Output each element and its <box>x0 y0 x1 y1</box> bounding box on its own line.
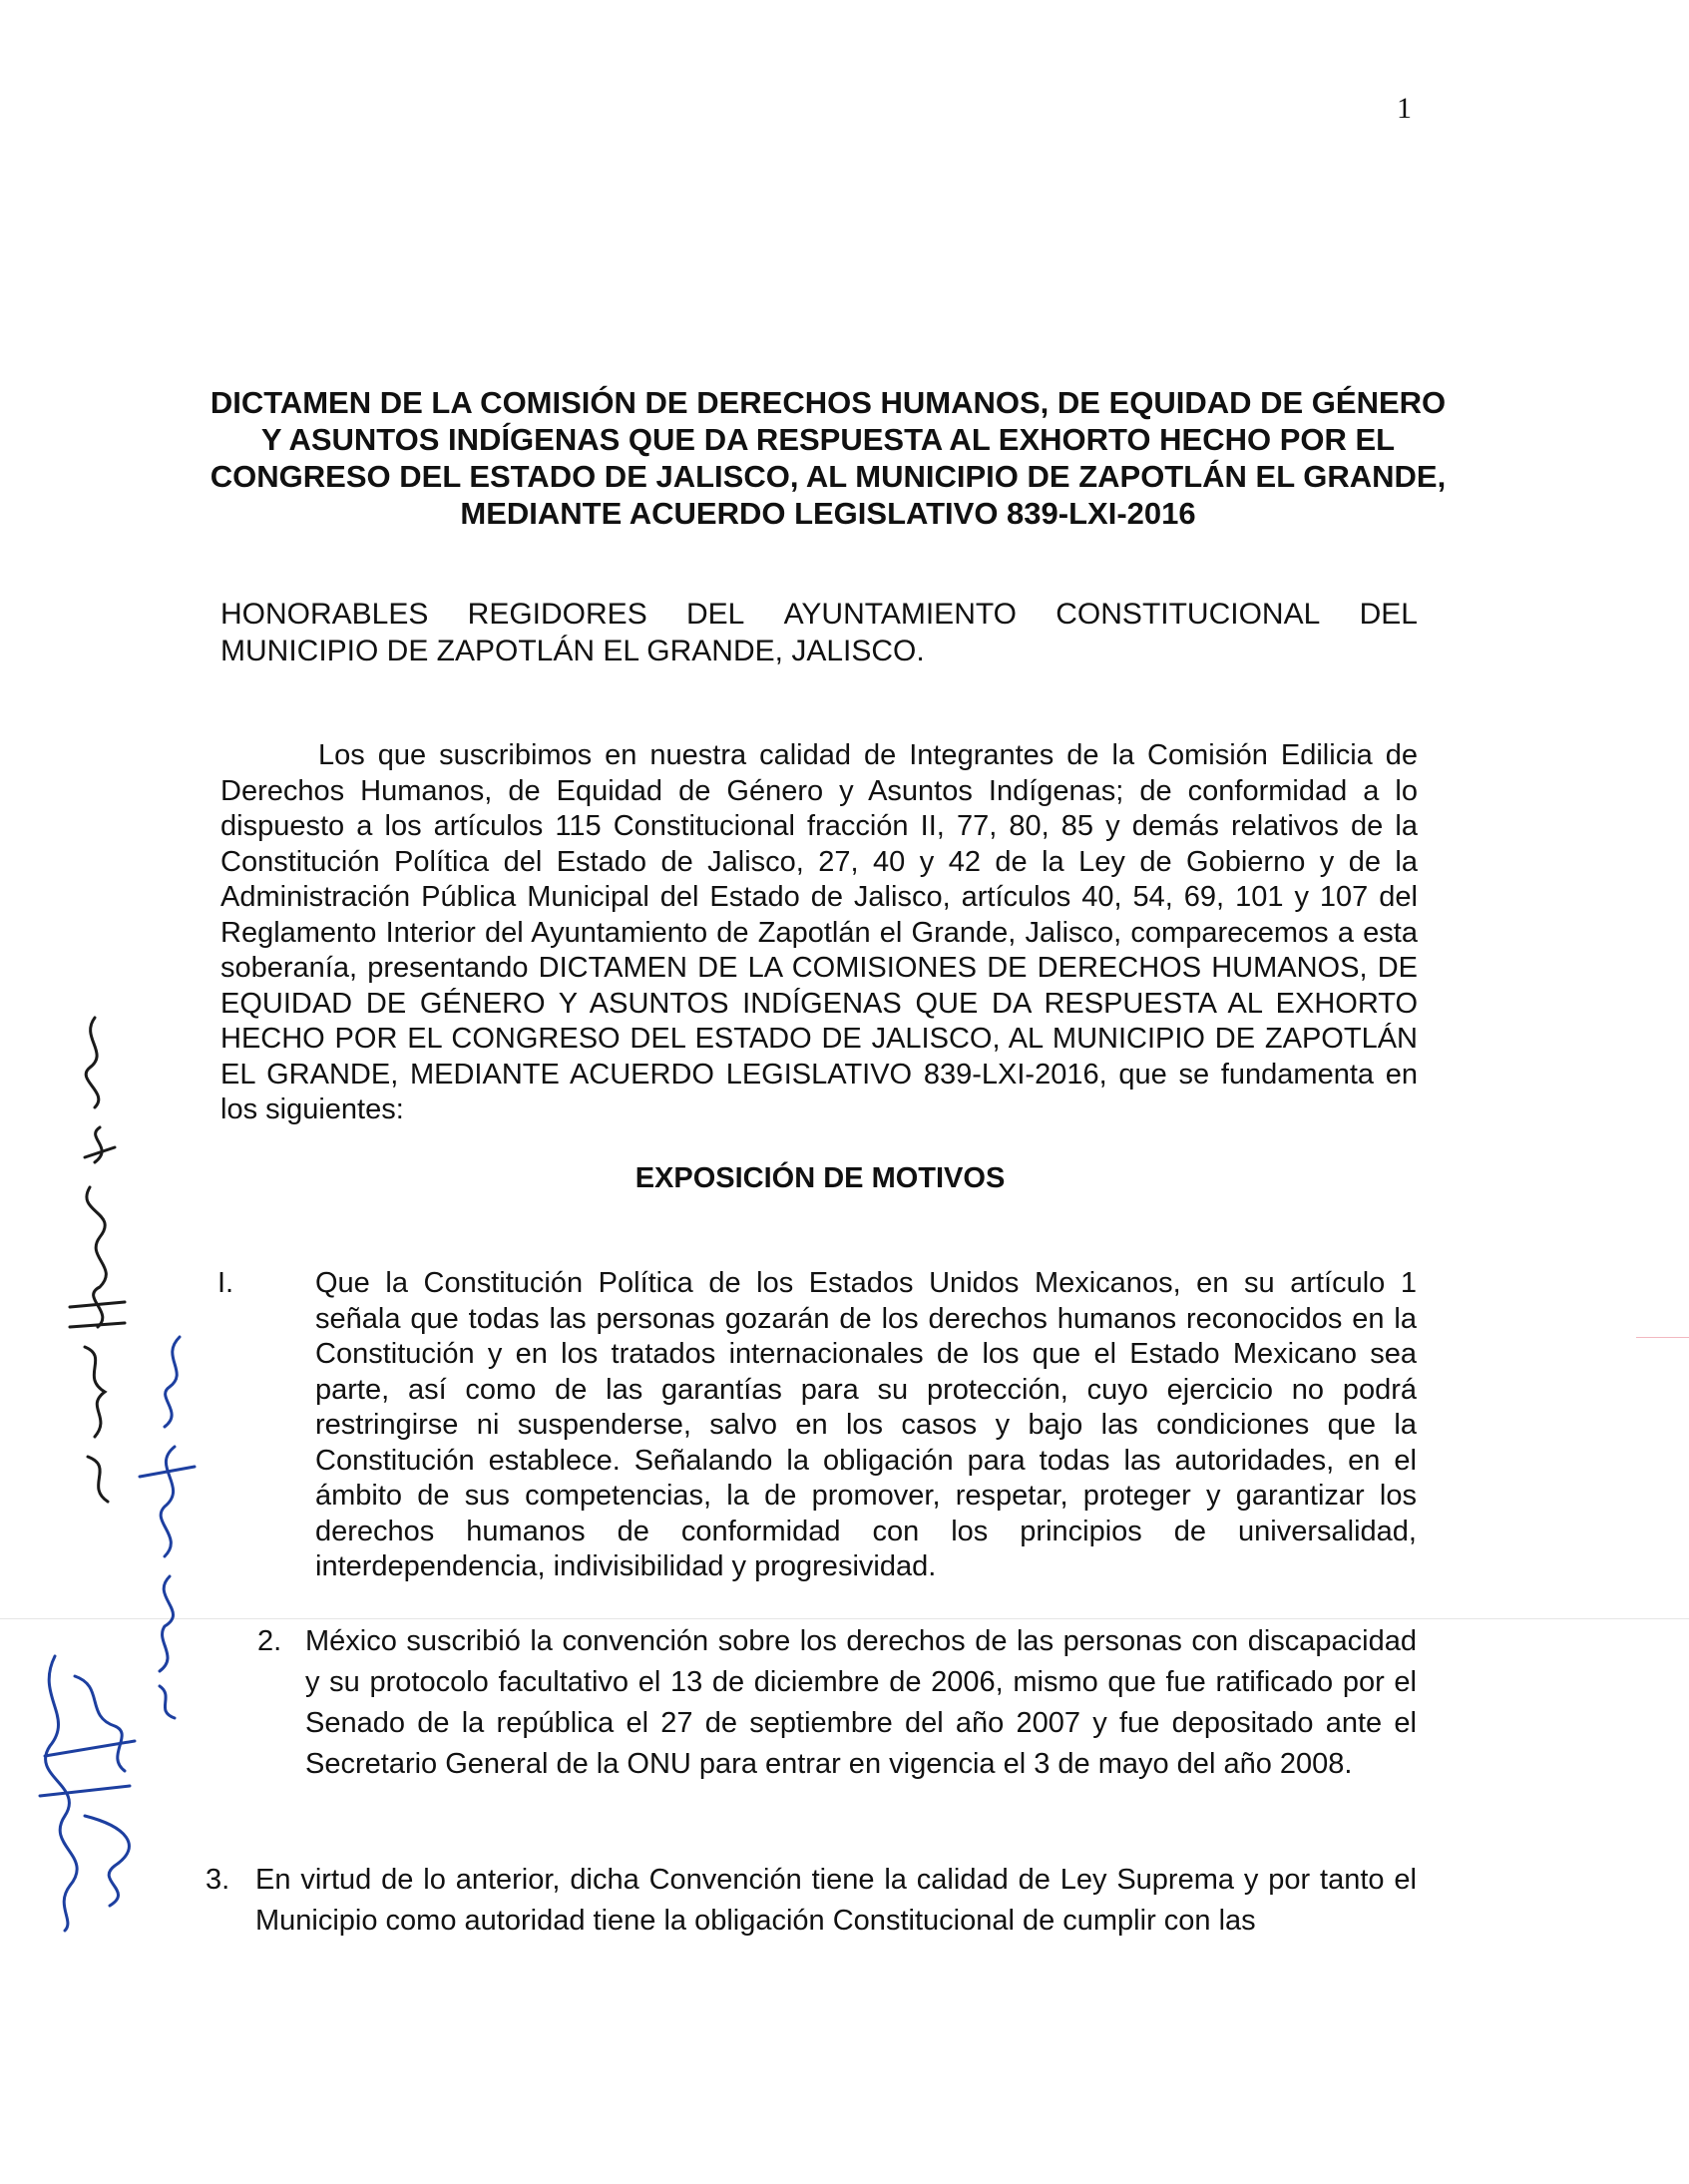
addressee-word: HONORABLES <box>220 598 429 631</box>
title-line: DICTAMEN DE LA COMISIÓN DE DERECHOS HUMANOS, DE EQUIDAD DE GÉNERO <box>210 385 1447 420</box>
scan-line <box>0 1618 1689 1619</box>
addressee-word: AYUNTAMIENTO <box>783 598 1017 631</box>
title-line: CONGRESO DEL ESTADO DE JALISCO, AL MUNICIPIO DE ZAPOTLÁN EL GRANDE, <box>210 459 1447 494</box>
addressee-line-1 <box>220 596 1418 633</box>
addressee-word: DEL <box>685 598 745 631</box>
list-item-text: México suscribió la convención sobre los derechos de las personas con discapacidad y su protocolo facultativo el 13 de diciembre de 2006, mismo que fue ratificado por el Senado de la república el 27 de septiembre del año 2007 y fue depositado ante el Secretario General de la ONU para entrar en vigencia el 3 de mayo del año 2008. <box>305 1625 1417 1780</box>
handwritten-signature-1 <box>40 998 150 1517</box>
title-line: MEDIANTE ACUERDO LEGISLATIVO 839-LXI-2016 <box>460 496 1196 531</box>
document-title <box>200 384 1457 532</box>
page-number: 1 <box>1397 92 1412 125</box>
intro-paragraph: Los que suscribimos en nuestra calidad de Integrantes de la Comisión Edilicia de Derechos Humanos, de Equidad de Género y Asuntos Indígenas; de conformidad a lo dispuesto a los artículos 115 Constitucional fracción II, 77, 80, 85 y demás relativos de la Constitución Política del Estado de Jalisco, 27, 40 y 42 de la Ley de Gobierno y de la Administración Pública Municipal del Estado de Jalisco, artículos 40, 54, 69, 101 y 107 del Reglamento Interior del Ayuntamiento de Zapotlán el Grande, Jalisco, comparecemos a esta soberanía, presentando DICTAMEN DE LA COMISIONES DE DERECHOS HUMANOS, DE EQUIDAD DE GÉNERO Y ASUNTOS INDÍGENAS QUE DA RESPUESTA AL EXHORTO HECHO POR EL CONGRESO DEL ESTADO DE JALISCO, AL MUNICIPIO DE ZAPOTLÁN EL GRANDE, MEDIANTE ACUERDO LEGISLATIVO 839-LXI-2016, que se fundamenta en los siguientes: <box>220 739 1418 1125</box>
list-item-marker: 2. <box>257 1625 282 1657</box>
handwritten-signature-2 <box>120 1327 210 1726</box>
list-item-text: En virtud de lo anterior, dicha Convención tiene la calidad de Ley Suprema y por tanto el Municipio como autoridad tiene la obligación Constitucional de cumplir con las <box>255 1864 1417 1937</box>
addressee <box>220 596 1418 669</box>
handwritten-signature-3 <box>15 1636 165 1936</box>
list-item-text: Que la Constitución Política de los Estados Unidos Mexicanos, en su artículo 1 señala que todas las personas gozarán de los derechos humanos reconocidos en la Constitución y en los tratados internacionales de los que el Estado Mexicano sea parte, así como de las garantías para su protección, cuyo ejercicio no podrá restringirse ni suspenderse, salvo en los casos y bajo las condiciones que la Constitución establece. Señalando la obligación para todas las autoridades, en el ámbito de sus competencias, la de promover, respetar, proteger y garantizar los derechos humanos de conformidad con los principios de universalidad, interdependencia, indivisibilidad y progresividad. <box>315 1267 1417 1582</box>
list-item-marker: I. <box>217 1267 234 1299</box>
addressee-word: CONSTITUCIONAL <box>1056 598 1321 631</box>
section-heading: EXPOSICIÓN DE MOTIVOS <box>634 1162 1006 1194</box>
addressee-word: DEL <box>1359 598 1418 631</box>
list-item-marker: 3. <box>206 1864 230 1896</box>
scan-line <box>1636 1337 1689 1338</box>
addressee-line-2: MUNICIPIO DE ZAPOTLÁN EL GRANDE, JALISCO. <box>220 635 925 667</box>
title-line: Y ASUNTOS INDÍGENAS QUE DA RESPUESTA AL EXHORTO HECHO POR EL <box>260 422 1396 457</box>
addressee-word: REGIDORES <box>467 598 647 631</box>
